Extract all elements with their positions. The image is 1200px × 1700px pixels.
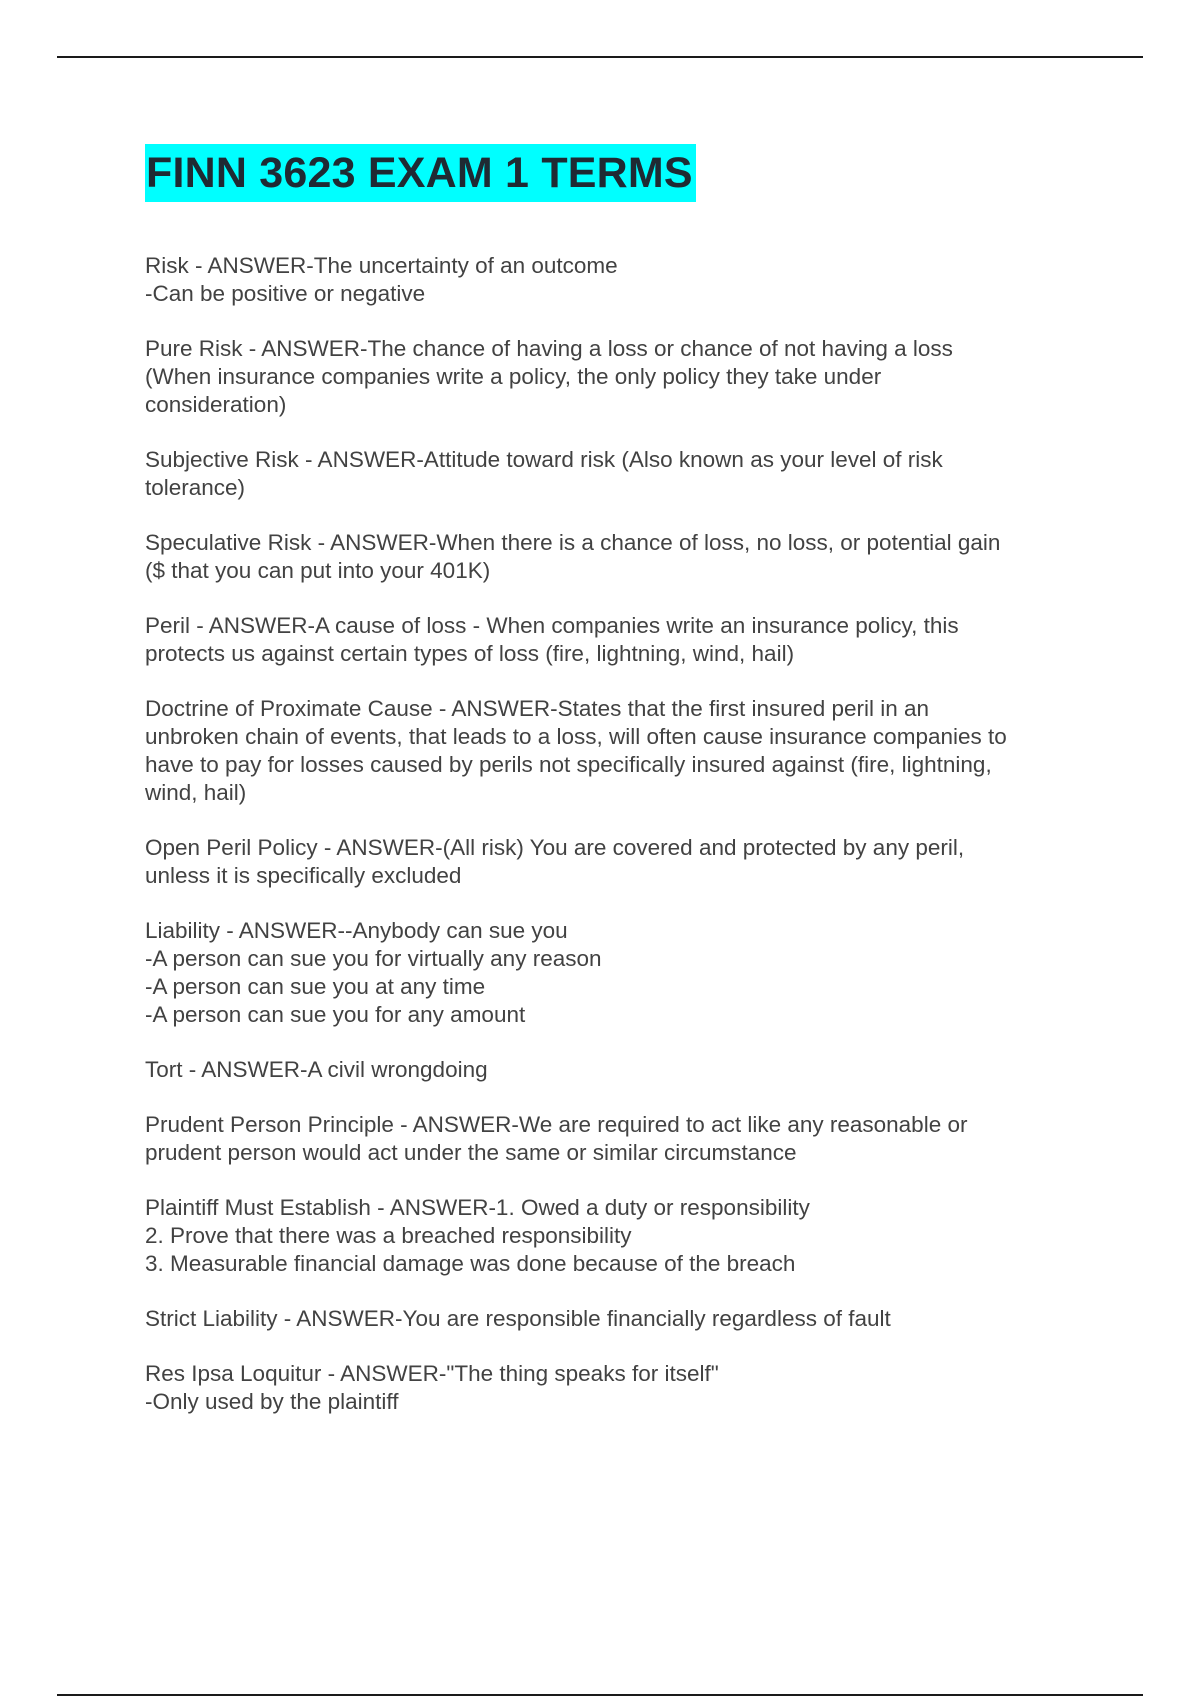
term-line: ($ that you can put into your 401K): [145, 558, 491, 583]
term-line: -A person can sue you for virtually any reason: [145, 946, 602, 971]
term-entry: [145, 695, 1085, 807]
term-line: Pure Risk - ANSWER-The chance of having a loss or chance of not having a loss: [145, 336, 953, 361]
term-entry: [145, 335, 1085, 419]
page-title: FINN 3623 EXAM 1 TERMS: [145, 144, 696, 202]
term-line: Plaintiff Must Establish - ANSWER-1. Owed a duty or responsibility: [145, 1195, 810, 1220]
term-line: -A person can sue you for any amount: [145, 1002, 526, 1027]
term-entry: [145, 446, 1085, 502]
top-rule: [57, 56, 1143, 58]
term-entry: [145, 1111, 1085, 1167]
term-entry: [145, 1194, 1085, 1278]
term-line: have to pay for losses caused by perils not specifically insured against (fire, lightning,: [145, 752, 992, 777]
term-entry: [145, 529, 1085, 585]
term-entry: [145, 1305, 1085, 1333]
term-line: Strict Liability - ANSWER-You are responsible financially regardless of fault: [145, 1306, 891, 1331]
term-line: consideration): [145, 392, 287, 417]
term-line: Prudent Person Principle - ANSWER-We are required to act like any reasonable or: [145, 1112, 968, 1137]
term-line: -A person can sue you at any time: [145, 974, 486, 999]
term-entry: [145, 1056, 1085, 1084]
term-line: -Only used by the plaintiff: [145, 1389, 399, 1414]
term-line: unless it is specifically excluded: [145, 863, 462, 888]
document-page: [145, 144, 1085, 1443]
term-line: Peril - ANSWER-A cause of loss - When companies write an insurance policy, this: [145, 613, 959, 638]
term-line: prudent person would act under the same or similar circumstance: [145, 1140, 797, 1165]
term-line: 2. Prove that there was a breached responsibility: [145, 1223, 632, 1248]
bottom-rule: [57, 1694, 1143, 1696]
term-line: unbroken chain of events, that leads to a loss, will often cause insurance companies to: [145, 724, 1007, 749]
term-line: Res Ipsa Loquitur - ANSWER-"The thing speaks for itself": [145, 1361, 719, 1386]
term-line: (When insurance companies write a policy, the only policy they take under: [145, 364, 882, 389]
term-entry: [145, 1360, 1085, 1416]
term-entry: [145, 917, 1085, 1029]
term-entry: [145, 834, 1085, 890]
term-line: -Can be positive or negative: [145, 281, 426, 306]
term-entry: [145, 252, 1085, 308]
term-line: Subjective Risk - ANSWER-Attitude toward risk (Also known as your level of risk: [145, 447, 943, 472]
term-line: Open Peril Policy - ANSWER-(All risk) You are covered and protected by any peril,: [145, 835, 965, 860]
term-line: protects us against certain types of loss (fire, lightning, wind, hail): [145, 641, 795, 666]
term-line: Tort - ANSWER-A civil wrongdoing: [145, 1057, 488, 1082]
term-line: Risk - ANSWER-The uncertainty of an outcome: [145, 253, 618, 278]
term-line: tolerance): [145, 475, 246, 500]
term-line: wind, hail): [145, 780, 247, 805]
term-line: Liability - ANSWER--Anybody can sue you: [145, 918, 568, 943]
term-line: Doctrine of Proximate Cause - ANSWER-States that the first insured peril in an: [145, 696, 930, 721]
terms-list: [145, 252, 1085, 1416]
term-line: 3. Measurable financial damage was done because of the breach: [145, 1251, 796, 1276]
term-line: Speculative Risk - ANSWER-When there is a chance of loss, no loss, or potential gain: [145, 530, 1001, 555]
term-entry: [145, 612, 1085, 668]
